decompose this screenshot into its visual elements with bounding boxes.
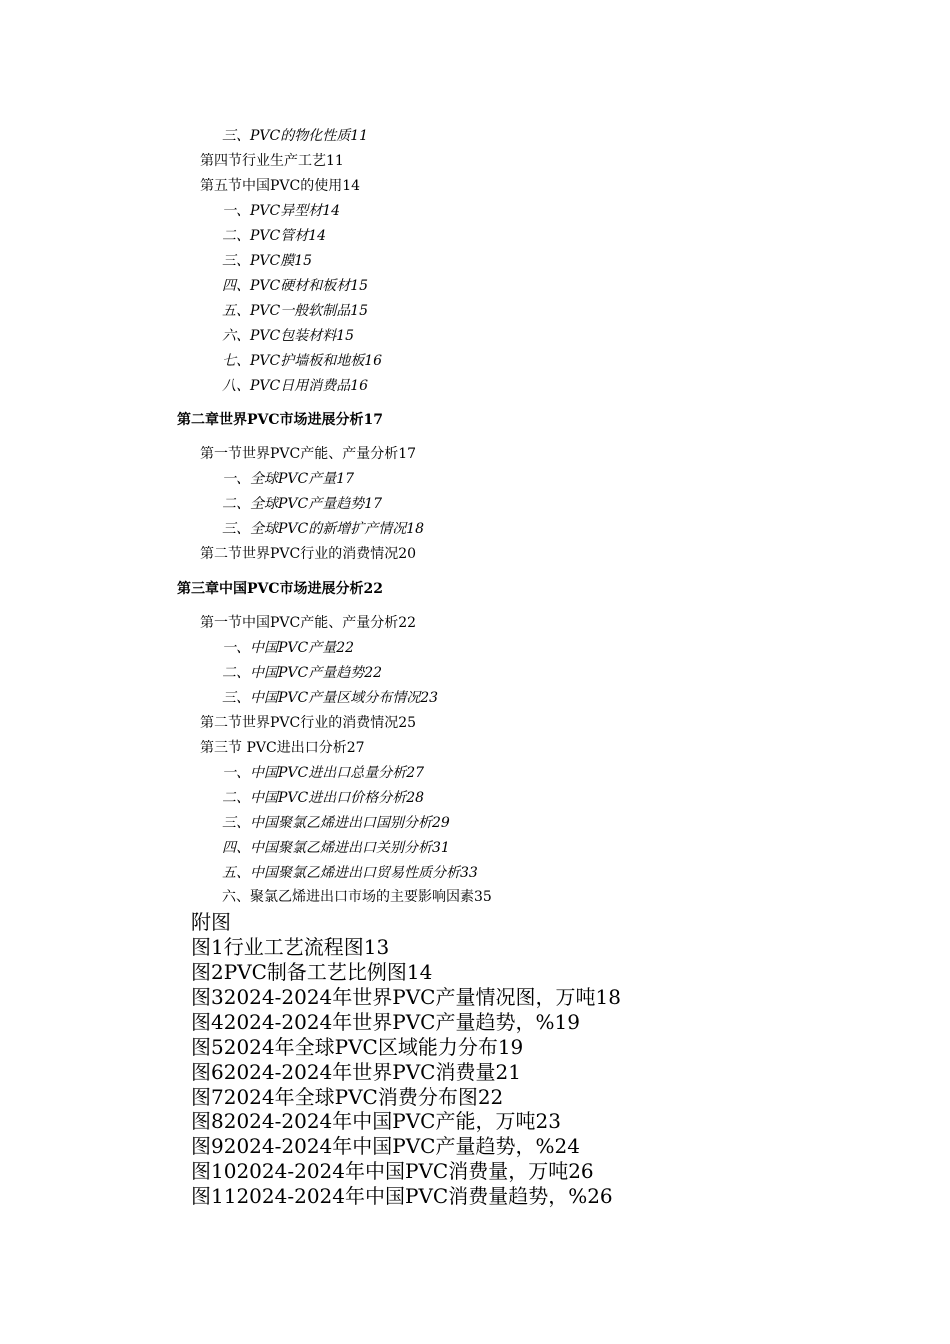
figure-entry: 图92024-2024年中国PVC产量趋势，%24 xyxy=(191,1134,580,1158)
toc-item: 二、全球PVC产量趋势17 xyxy=(222,496,383,512)
figure-entry: 图1行业工艺流程图13 xyxy=(191,935,390,959)
toc-section: 第一节世界PVC产能、产量分析17 xyxy=(200,446,417,462)
toc-item: 一、全球PVC产量17 xyxy=(222,471,355,487)
toc-item: 四、PVC硬材和板材15 xyxy=(222,278,369,294)
toc-item: 三、PVC膜15 xyxy=(222,253,313,269)
toc-item: 四、中国聚氯乙烯进出口关别分析31 xyxy=(222,840,450,856)
toc-item: 六、聚氯乙烯进出口市场的主要影响因素35 xyxy=(222,889,492,905)
toc-chapter: 第三章中国PVC市场进展分析22 xyxy=(177,581,384,597)
toc-item: 一、中国PVC产量22 xyxy=(222,640,355,656)
toc-item: 二、中国PVC进出口价格分析28 xyxy=(222,790,425,806)
figure-entry: 图72024年全球PVC消费分布图22 xyxy=(191,1085,504,1109)
toc-item: 三、中国聚氯乙烯进出口国别分析29 xyxy=(222,815,450,831)
toc-section: 第二节世界PVC行业的消费情况20 xyxy=(200,546,417,562)
figure-entry: 图52024年全球PVC区域能力分布19 xyxy=(191,1035,524,1059)
toc-item: 三、中国PVC产量区域分布情况23 xyxy=(222,690,439,706)
toc-item: 二、中国PVC产量趋势22 xyxy=(222,665,383,681)
toc-section: 第二节世界PVC行业的消费情况25 xyxy=(200,715,417,731)
toc-chapter: 第二章世界PVC市场进展分析17 xyxy=(177,412,384,428)
figure-entry: 图112024-2024年中国PVC消费量趋势，%26 xyxy=(191,1184,613,1208)
figure-entry: 图2PVC制备工艺比例图14 xyxy=(191,960,433,984)
toc-item: 一、PVC异型材14 xyxy=(222,203,341,219)
figure-entry: 图102024-2024年中国PVC消费量，万吨26 xyxy=(191,1159,594,1183)
toc-item: 五、PVC一般软制品15 xyxy=(222,303,369,319)
toc-section: 第一节中国PVC产能、产量分析22 xyxy=(200,615,417,631)
figure-entry: 图62024-2024年世界PVC消费量21 xyxy=(191,1060,521,1084)
toc-item: 五、中国聚氯乙烯进出口贸易性质分析33 xyxy=(222,865,478,881)
figure-entry: 图32024-2024年世界PVC产量情况图，万吨18 xyxy=(191,985,621,1009)
toc-item: 三、全球PVC的新增扩产情况18 xyxy=(222,521,425,537)
toc-section: 第三节 PVC进出口分析27 xyxy=(200,740,365,756)
figure-entry: 图42024-2024年世界PVC产量趋势，%19 xyxy=(191,1010,580,1034)
figures-heading: 附图 xyxy=(191,910,231,934)
toc-item: 八、PVC日用消费品16 xyxy=(222,378,369,394)
toc-item: 一、中国PVC进出口总量分析27 xyxy=(222,765,425,781)
toc-item: 二、PVC管材14 xyxy=(222,228,327,244)
toc-item: 三、PVC的物化性质11 xyxy=(222,128,369,144)
toc-item: 七、PVC护墙板和地板16 xyxy=(222,353,383,369)
toc-item: 六、PVC包装材料15 xyxy=(222,328,355,344)
figure-entry: 图82024-2024年中国PVC产能，万吨23 xyxy=(191,1109,561,1133)
toc-section: 第五节中国PVC的使用14 xyxy=(200,178,361,194)
toc-section: 第四节行业生产工艺11 xyxy=(200,153,344,169)
